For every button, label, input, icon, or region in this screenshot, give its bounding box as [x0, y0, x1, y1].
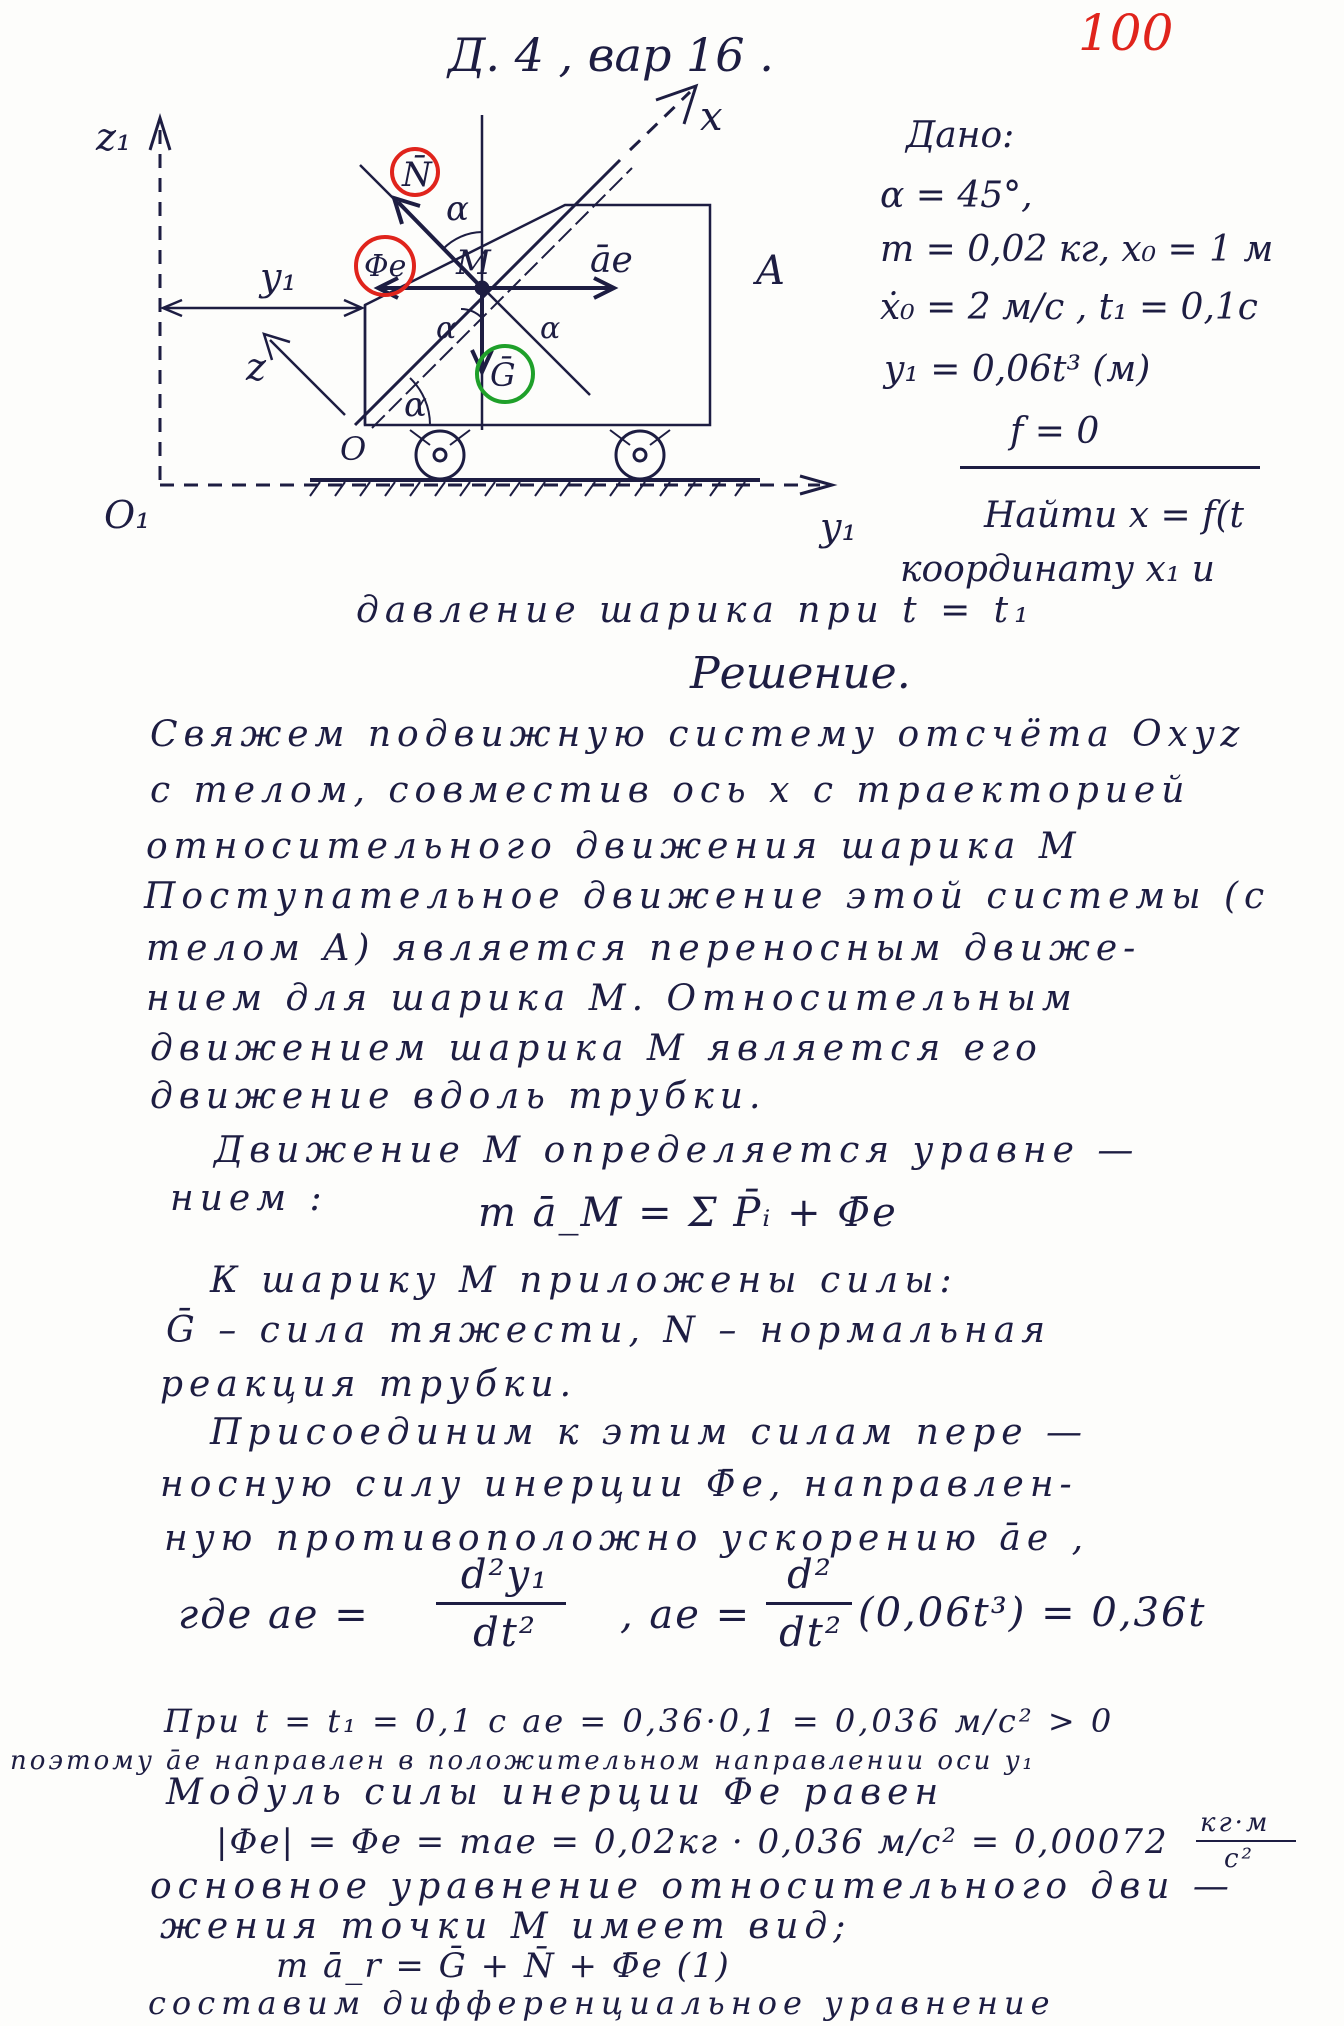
ae-definition-denominator: dt²	[473, 1610, 537, 1656]
phi-unit-bar	[1196, 1840, 1296, 1842]
phi-unit-numerator: кг·м	[1200, 1808, 1271, 1838]
label-z1: z₁	[96, 115, 132, 159]
wheel-right	[616, 431, 664, 479]
label-y1-axis: y₁	[820, 505, 857, 549]
paragraph1-line-1: Свяжем подвижную систему отсчёта Oxyz	[150, 714, 1246, 755]
label-y1-dimension: y₁	[260, 255, 297, 299]
pressure-line: давление шарика при t = t₁	[356, 590, 1035, 631]
equation-1: m ā_r = Ḡ + N̄ + Φ̄e (1)	[276, 1946, 731, 1986]
inertia-line-1: Присоединим к этим силам пере —	[210, 1412, 1088, 1453]
solution-heading: Решение.	[690, 648, 911, 699]
phi-calculation: |Φe| = Φe = mae = 0,02кг · 0,036 м/с² = 0,00072	[216, 1822, 1169, 1862]
grade-score: 100	[1078, 4, 1174, 62]
x-axis-arrow	[656, 86, 696, 124]
ae-definition-fraction-bar	[436, 1602, 566, 1605]
label-N: N̄	[402, 155, 432, 195]
modulus-line: Модуль силы инерции Φe равен	[166, 1772, 945, 1813]
label-alpha-base: α	[404, 385, 427, 425]
label-O: O	[340, 430, 367, 468]
eq-intro-line-1: Движение M определяется уравне —	[214, 1130, 1140, 1171]
given-line-1: α = 45°,	[880, 175, 1033, 216]
direction-note: поэтому āe направлен в положительном направлении оси y₁	[10, 1746, 1036, 1776]
phi-unit-denominator: с²	[1224, 1844, 1255, 1874]
label-O1: O₁	[104, 493, 151, 537]
wheel-left	[416, 431, 464, 479]
ae-calc-prefix: , ae =	[620, 1592, 752, 1638]
given-line-2: m = 0,02 кг, x₀ = 1 м	[880, 229, 1274, 270]
paragraph1-line-4: Поступательное движение этой системы (с	[144, 876, 1271, 917]
given-divider	[960, 466, 1260, 469]
ae-definition-prefix: где ae =	[178, 1592, 370, 1638]
paragraph1-line-2: с телом, совместив ось x с траекторией	[150, 770, 1191, 811]
label-Phi-e: Φe	[364, 249, 407, 284]
at-t1-line: При t = t₁ = 0,1 с ae = 0,36·0,1 = 0,036 м/с² > 0	[164, 1702, 1115, 1740]
given-line-5: f = 0	[1010, 411, 1100, 452]
eq-intro-line-2: нием :	[170, 1178, 328, 1219]
given-line-3: ẋ₀ = 2 м/с , t₁ = 0,1с	[880, 287, 1258, 328]
forces-line-2: Ḡ – сила тяжести, N – нормальная	[166, 1310, 1052, 1351]
page-title: Д. 4 , вар 16 .	[448, 28, 774, 82]
label-ae: āe	[590, 240, 633, 281]
find-line-2: координату x₁ и	[900, 549, 1215, 590]
compose-line: составим дифференциальное уравнение	[148, 1984, 1056, 2022]
paragraph1-line-6: нием для шарика M. Относительным	[146, 978, 1078, 1019]
label-G: Ḡ	[490, 356, 516, 394]
label-M: M	[456, 243, 491, 283]
paragraph1-line-5: телом A) является переносным движе-	[146, 928, 1142, 969]
label-alpha-top: α	[446, 189, 469, 229]
ae-calc-fraction-bar	[766, 1602, 852, 1605]
x-axis	[630, 92, 690, 150]
main-equation: m ā_M = Σ P̄ᵢ + Φ̄e	[478, 1190, 898, 1236]
paragraph1-line-8: движение вдоль трубки.	[150, 1076, 767, 1117]
basic-equation-line-2: жения точки M имеет вид;	[160, 1906, 852, 1947]
find-line-1: Найти x = f(t	[984, 495, 1244, 536]
given-heading: Дано:	[906, 115, 1015, 156]
label-alpha-mid: α	[436, 311, 457, 346]
label-A: A	[756, 248, 785, 294]
ae-calc-numerator: d²	[787, 1552, 833, 1598]
label-alpha-right: α	[540, 311, 561, 346]
basic-equation-line-1: основное уравнение относительного дви —	[150, 1866, 1235, 1907]
ae-calc-suffix: (0,06t³) = 0,36t	[858, 1590, 1207, 1636]
label-z: z	[246, 345, 267, 389]
inertia-line-3: ную противоположно ускорению āe ,	[164, 1518, 1090, 1559]
z-axis	[270, 340, 345, 415]
inertia-line-2: носную силу инерции Φ̄e, направлен-	[160, 1464, 1078, 1505]
paragraph1-line-7: движением шарика M является его	[150, 1028, 1043, 1069]
forces-line-3: реакция трубки.	[160, 1364, 578, 1405]
paragraph1-line-3: относительного движения шарика M	[146, 826, 1082, 867]
mechanics-diagram	[0, 0, 1344, 560]
forces-line-1: К шарику M приложены силы:	[210, 1260, 958, 1301]
given-line-4: y₁ = 0,06t³ (м)	[884, 349, 1151, 390]
label-x: x	[700, 94, 723, 140]
ae-calc-denominator: dt²	[779, 1610, 843, 1656]
ae-definition-numerator: d²y₁	[460, 1552, 550, 1598]
